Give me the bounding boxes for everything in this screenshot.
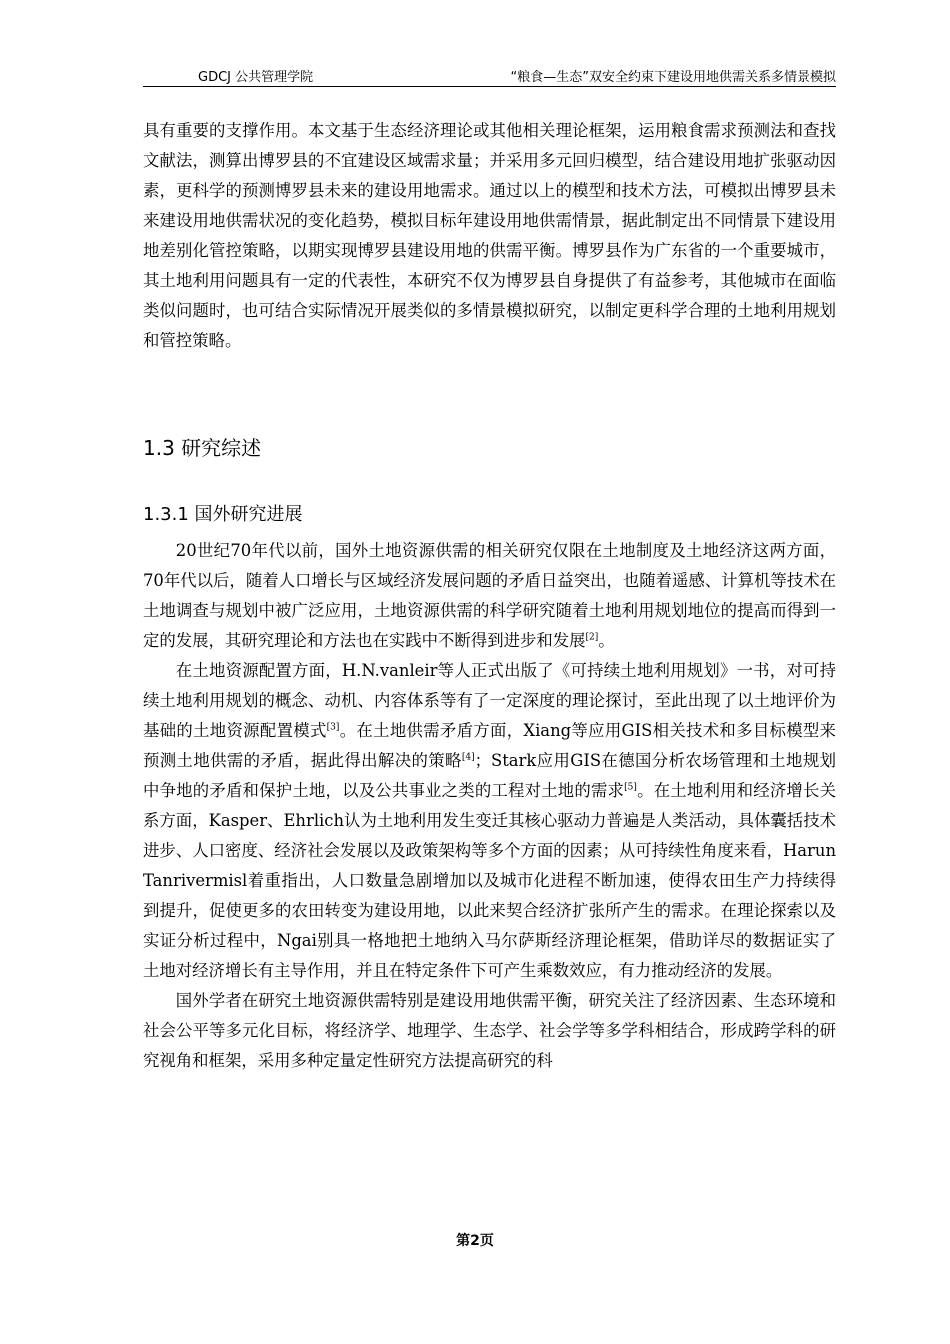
paragraph-text: 。在土地供需矛盾方面，Xiang等应用GIS相关技术和多目标模型来预测土地供需的矛盾，据此得出解决的策略 [143, 721, 836, 770]
page-header [143, 64, 836, 87]
intro-section [143, 116, 836, 356]
citation-ref: [2] [585, 632, 599, 643]
paragraph-text: 在土地资源配置方面，H.N.vanleir等人正式出版了《可持续土地利用规划》一书，对可持续土地利用规划的概念、动机、内容体系等有了一定深度的理论探讨，至此出现了以土地评价为基础的土地资源配置模式 [143, 661, 836, 740]
intro-paragraph: 具有重要的支撑作用。本文基于生态经济理论或其他相关理论框架，运用粮食需求预测法和查找文献法，测算出博罗县的不宜建设区域需求量；并采用多元回归模型，结合建设用地扩张驱动因素，更科学的预测博罗县未来的建设用地需求。通过以上的模型和技术方法，可模拟出博罗县未来建设用地供需状况的变化趋势，模拟目标年建设用地供需情景，据此制定出不同情景下建设用地差别化管控策略，以期实现博罗县建设用地的供需平衡。博罗县作为广东省的一个重要城市，其土地利用问题具有一定的代表性，本研究不仅为博罗县自身提供了有益参考，其他城市在面临类似问题时，也可结合实际情况开展类似的多情景模拟研究，以制定更科学合理的土地利用规划和管控策略。 [143, 121, 836, 350]
citation-ref: [4] [461, 752, 475, 763]
page-number: 第2页 [456, 1233, 494, 1249]
citation-ref: [5] [624, 782, 637, 793]
citation-ref: [3] [326, 722, 340, 733]
paragraph-tail: 。 [598, 631, 615, 650]
paragraph-history [143, 536, 836, 656]
header-title: “粮食—生态”双安全约束下建设用地供需关系多情景模拟 [510, 70, 836, 85]
paragraph-allocation [143, 656, 836, 986]
review-section [143, 536, 836, 1076]
subsection-heading: 1.3.1 国外研究进展 [143, 504, 303, 525]
paragraph-multidisciplinary: 国外学者在研究土地资源供需特别是建设用地供需平衡，研究关注了经济因素、生态环境和社会公平等多元化目标，将经济学、地理学、生态学、社会学等多学科相结合，形成跨学科的研究视角和框架，采用多种定量定性研究方法提高研究的科 [143, 991, 836, 1070]
paragraph-text: ；Stark应用GIS在德国分析农场管理和土地规划中争地的矛盾和保护土地，以及公共事业之类的工程对土地的需求 [143, 751, 836, 800]
header-institution: GDCJ 公共管理学院 [198, 70, 314, 85]
paragraph-text: 20世纪70年代以前，国外土地资源供需的相关研究仅限在土地制度及土地经济这两方面，70年代以后，随着人口增长与区域经济发展问题的矛盾日益突出，也随着遥感、计算机等技术在土地调查与规划中被广泛应用，土地资源供需的科学研究随着土地利用规划地位的提高而得到一定的发展，其研究理论和方法也在实践中不断得到进步和发展 [143, 541, 836, 650]
paragraph-text: 。在土地利用和经济增长关系方面，Kasper、Ehrlich认为土地利用发生变迁其核心驱动力普遍是人类活动，具体囊括技术进步、人口密度、经济社会发展以及政策架构等多个方面的因素；从可持续性角度来看，Harun Tanrivermisl着重指出，人口数量急剧增加以及城市化进程不断加速，使得农田生产力持续得到提升，促使更多的农田转变为建设用地，以此来契合经济扩张所产生的需求。在理论探索以及实证分析过程中，Ngai别具一格地把土地纳入马尔萨斯经济理论框架，借助详尽的数据证实了土地对经济增长有主导作用，并且在特定条件下可产生乘数效应，有力推动经济的发展。 [143, 781, 837, 980]
section-heading: 1.3 研究综述 [143, 436, 262, 460]
